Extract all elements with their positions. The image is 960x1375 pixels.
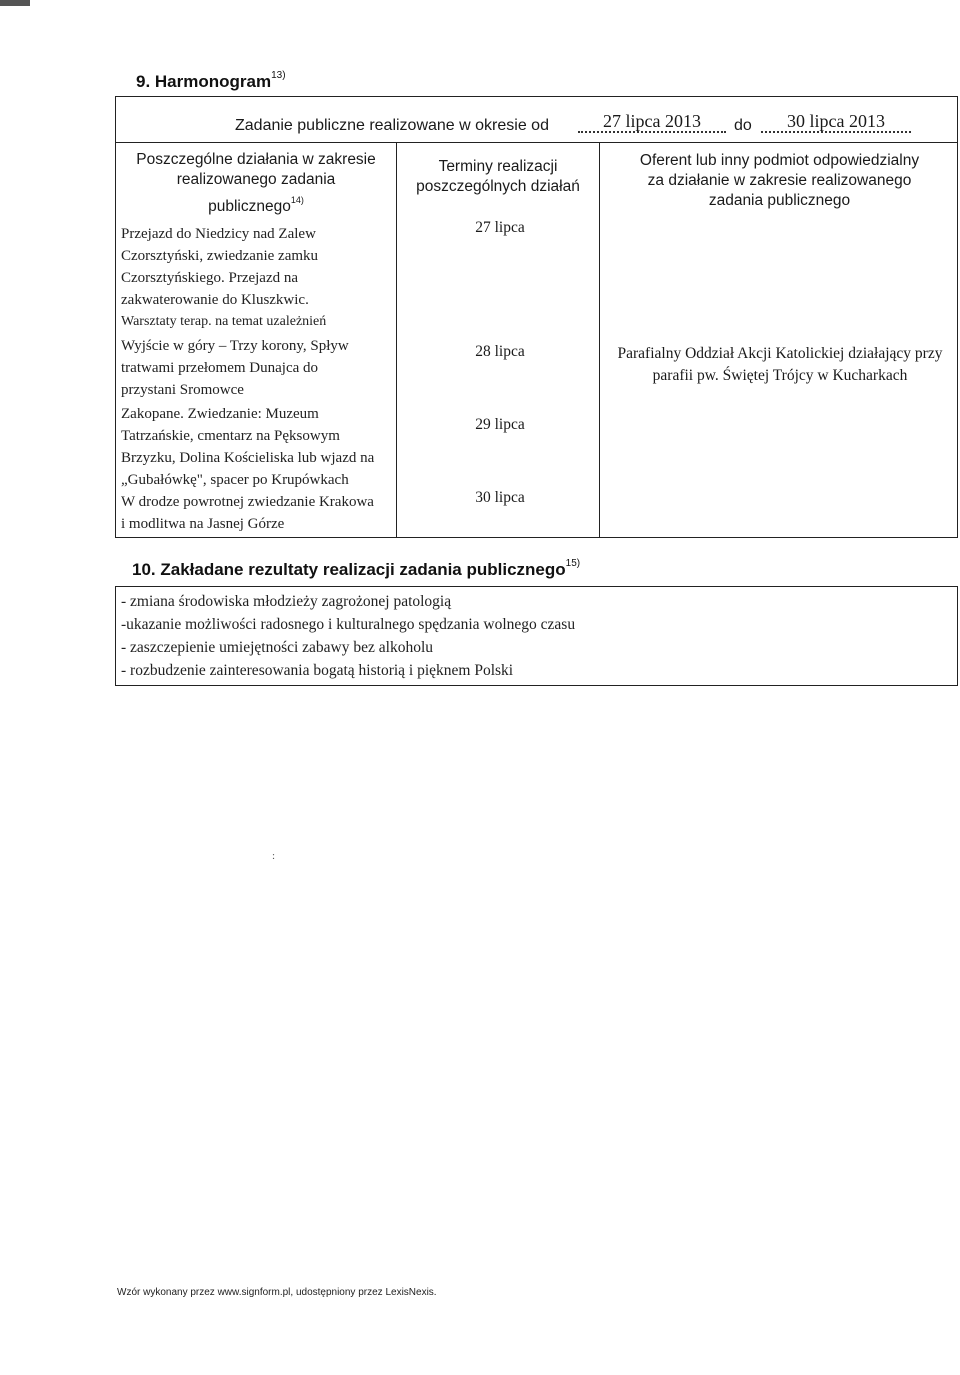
period-row	[116, 97, 957, 143]
period-connector: do	[734, 117, 752, 134]
column-header-offerer	[600, 151, 959, 221]
period-label: Zadanie publiczne realizowane w okresie od	[235, 117, 549, 134]
activity-line: „Gubałówkę", spacer po Krupówkach	[121, 472, 349, 488]
term-date: 29 lipca	[475, 416, 525, 433]
expected-results-box	[115, 586, 958, 686]
header-line: Poszczególne działania w zakresie	[136, 151, 376, 168]
header-line: Terminy realizacji	[438, 158, 558, 175]
header-line	[116, 190, 396, 217]
section-10-heading	[132, 558, 580, 580]
section-10-title: 10. Zakładane rezultaty realizacji zadania publicznego	[132, 560, 566, 579]
page-footer: Wzór wykonany przez www.signform.pl, udostępniony przez LexisNexis.	[117, 1287, 437, 1298]
term-date: 27 lipca	[475, 219, 525, 236]
result-item: - rozbudzenie zainteresowania bogatą historią i pięknem Polski	[121, 662, 514, 679]
section-9-heading	[136, 70, 286, 92]
result-item: - zmiana środowiska młodzieży zagrożonej patologią	[121, 593, 452, 610]
activity-line: Warsztaty terap. na temat uzależnień	[121, 314, 327, 329]
header-line: za działanie w zakresie realizowanego	[647, 172, 912, 189]
offerer-description	[604, 343, 956, 387]
term-date: 28 lipca	[475, 343, 525, 360]
activity-line: Wyjście w góry – Trzy korony, Spływ	[121, 338, 349, 354]
activity-line: przystani Sromowce	[121, 382, 244, 398]
date-to: 30 lipca 2013	[761, 112, 911, 133]
activity-line: Tatrzańskie, cmentarz na Pęksowym	[121, 428, 340, 444]
column-header-activities	[116, 150, 396, 220]
scan-edge-mark	[0, 0, 30, 6]
activity-line: Zakopane. Zwiedzanie: Muzeum	[121, 406, 319, 422]
stray-scan-mark: :	[272, 850, 276, 862]
date-from: 27 lipca 2013	[578, 112, 726, 133]
column-header-terms	[397, 157, 599, 227]
term-date: 30 lipca	[475, 489, 525, 506]
schedule-table	[115, 96, 958, 538]
activity-line: i modlitwa na Jasnej Górze	[121, 516, 285, 532]
header-line: Oferent lub inny podmiot odpowiedzialny	[639, 152, 920, 169]
header-line: realizowanego zadania	[176, 171, 336, 188]
activity-line: Przejazd do Niedzicy nad Zalew	[121, 226, 316, 242]
header-line: poszczególnych działań	[416, 178, 580, 195]
offerer-line: parafii pw. Świętej Trójcy w Kucharkach	[652, 367, 908, 384]
header-line: zadania publicznego	[708, 192, 851, 209]
header-line-text: publicznego	[208, 198, 291, 215]
section-9-title: 9. Harmonogram	[136, 72, 272, 91]
activity-line: Czorsztyńskiego. Przejazd na	[121, 270, 299, 286]
header-footnote: 14)	[290, 195, 304, 205]
activity-line: W drodze powrotnej zwiedzanie Krakowa	[121, 494, 374, 510]
result-item: -ukazanie możliwości radosnego i kulturalnego spędzania wolnego czasu	[121, 616, 576, 633]
activity-line: Brzyzku, Dolina Kościeliska lub wjazd na	[121, 450, 375, 466]
offerer-line: Parafialny Oddział Akcji Katolickiej działający przy	[617, 345, 943, 362]
activity-line: tratwami przełomem Dunajca do	[121, 360, 319, 376]
activity-line: zakwaterowanie do Kluszkwic.	[121, 292, 309, 308]
section-9-footnote: 13)	[271, 70, 286, 81]
activity-line: Czorsztyński, zwiedzanie zamku	[121, 248, 319, 264]
section-10-footnote: 15)	[565, 558, 581, 569]
result-item: - zaszczepienie umiejętności zabawy bez alkoholu	[121, 639, 434, 656]
activities-list	[121, 223, 399, 535]
